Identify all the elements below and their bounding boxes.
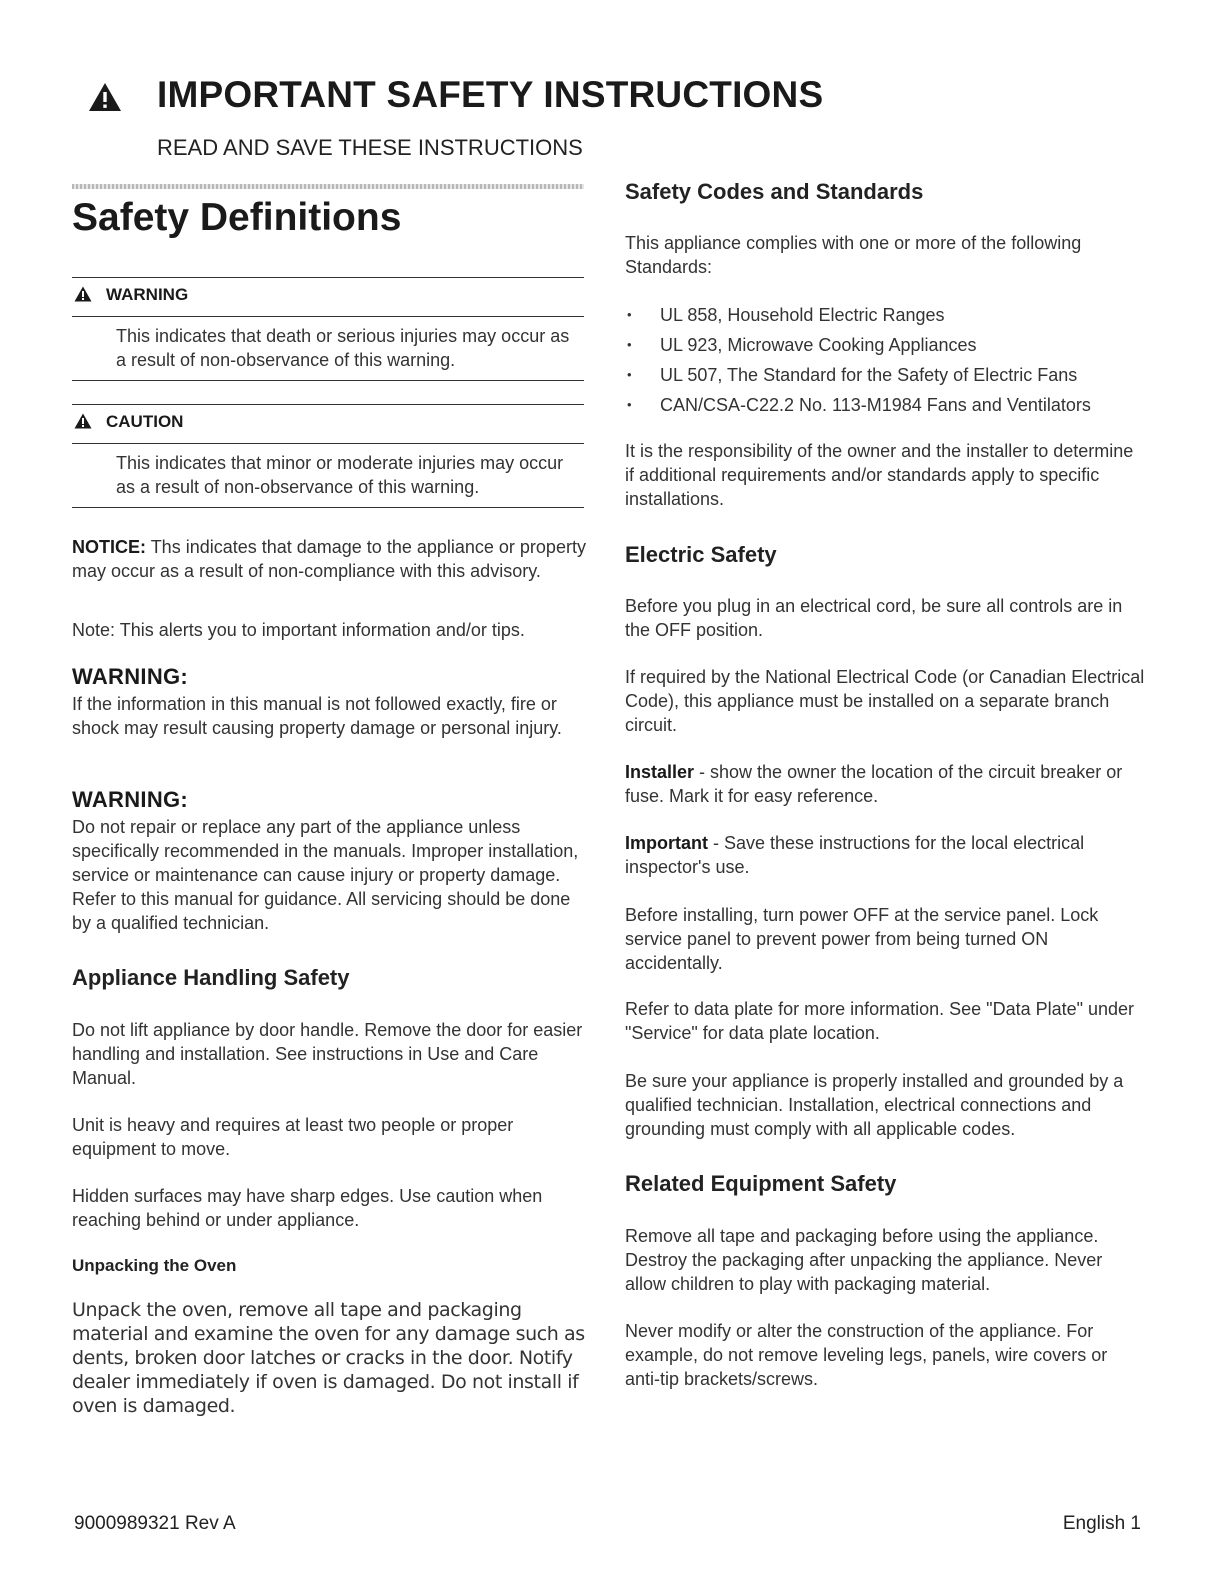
important-paragraph: Important - Save these instructions for the local electrical inspector's use. (625, 833, 1085, 877)
paragraph: Never modify or alter the construction of the appliance. For example, do not remove leveling legs, panels, wire covers or anti-tip brackets/screws. (625, 1321, 1108, 1389)
divider (72, 404, 584, 405)
standards-list (625, 300, 1165, 420)
divider (72, 507, 584, 508)
paragraph: Do not lift appliance by door handle. Remove the door for easier handling and installation. See instructions in Use and Care Manual. (72, 1020, 583, 1088)
caution-box-label: CAUTION (74, 412, 183, 434)
warning-box-label: WARNING (74, 285, 188, 307)
warning-heading: WARNING: (72, 664, 189, 689)
warning-heading: WARNING: (72, 787, 189, 812)
paragraph: Before installing, turn power OFF at the service panel. Lock service panel to prevent power from being turned ON accidentally. (625, 905, 1099, 973)
divider (72, 443, 584, 444)
divider (72, 380, 584, 381)
warning-text: Do not repair or replace any part of the appliance unless specifically recommended in the manuals. Improper installation, service or maintenance can cause injury or property damage. Refer to this manual for guidance. All servicing should be done by a qualified technician. (72, 817, 579, 933)
divider (72, 316, 584, 317)
notice-paragraph: NOTICE: Ths indicates that damage to the appliance or property may occur as a result of non-compliance with this advisory. (72, 537, 586, 581)
page-number: English 1 (1062, 1513, 1141, 1534)
section-heading-safety-definitions: Safety Definitions (72, 196, 402, 239)
paragraph: This appliance complies with one or more of the following Standards: (625, 233, 1082, 277)
paragraph: Unit is heavy and requires at least two people or proper equipment to move. (72, 1115, 514, 1159)
doc-number: 9000989321 Rev A (74, 1513, 236, 1534)
warning-box-text: This indicates that death or serious injuries may occur as a result of non-observance of this warning. (116, 326, 570, 370)
caution-box-text: This indicates that minor or moderate injuries may occur as a result of non-observance of this warning. (116, 453, 564, 497)
important-label: Important (625, 833, 708, 853)
section-divider (72, 184, 584, 189)
paragraph: It is the responsibility of the owner and the installer to determine if additional requirements and/or standards apply to specific installations. (625, 441, 1134, 509)
warning-triangle-icon (74, 413, 92, 434)
section-heading-related-equipment: Related Equipment Safety (625, 1171, 897, 1196)
warning-triangle-icon (74, 286, 92, 307)
warning-triangle-icon (88, 82, 122, 117)
note-paragraph: Note: This alerts you to important information and/or tips. (72, 620, 525, 640)
paragraph: Remove all tape and packaging before using the appliance. Destroy the packaging after unpacking the appliance. Never allow children to play with packaging material. (625, 1226, 1103, 1294)
unpacking-text: Unpack the oven, remove all tape and packaging material and examine the oven for any damage such as dents, broken door latches or cracks in the door. Notify dealer immediately if oven is damaged. Do not install if oven is damaged. (72, 1299, 585, 1417)
warning-text: If the information in this manual is not followed exactly, fire or shock may result causing property damage or personal injury. (72, 694, 562, 738)
section-heading-electric-safety: Electric Safety (625, 542, 777, 567)
installer-paragraph: Installer - show the owner the location of the circuit breaker or fuse. Mark it for easy reference. (625, 762, 1123, 806)
divider (72, 277, 584, 278)
section-heading-safety-codes: Safety Codes and Standards (625, 179, 924, 204)
paragraph: Hidden surfaces may have sharp edges. Use caution when reaching behind or under appliance. (72, 1186, 543, 1230)
list-item: • UL 507, The Standard for the Safety of Electric Fans (625, 360, 1165, 390)
list-item: • UL 923, Microwave Cooking Appliances (625, 330, 1165, 360)
subheading-unpacking: Unpacking the Oven (72, 1256, 237, 1275)
installer-label: Installer (625, 762, 695, 782)
page-title: IMPORTANT SAFETY INSTRUCTIONS (157, 74, 824, 115)
paragraph: If required by the National Electrical Code (or Canadian Electrical Code), this appliance must be installed on a separate branch circuit. (625, 667, 1145, 735)
page-subtitle: READ AND SAVE THESE INSTRUCTIONS (157, 135, 583, 160)
paragraph: Before you plug in an electrical cord, be sure all controls are in the OFF position. (625, 596, 1123, 640)
section-heading-appliance-handling: Appliance Handling Safety (72, 965, 350, 990)
paragraph: Be sure your appliance is properly installed and grounded by a qualified technician. Installation, electrical connections and grounding must comply with all applicable codes. (625, 1071, 1124, 1139)
list-item: • CAN/CSA-C22.2 No. 113-M1984 Fans and Ventilators (625, 390, 1165, 420)
list-item: • UL 858, Household Electric Ranges (625, 300, 1165, 330)
notice-label: NOTICE: (72, 537, 146, 557)
paragraph: Refer to data plate for more information. See "Data Plate" under "Service" for data plate location. (625, 999, 1135, 1043)
